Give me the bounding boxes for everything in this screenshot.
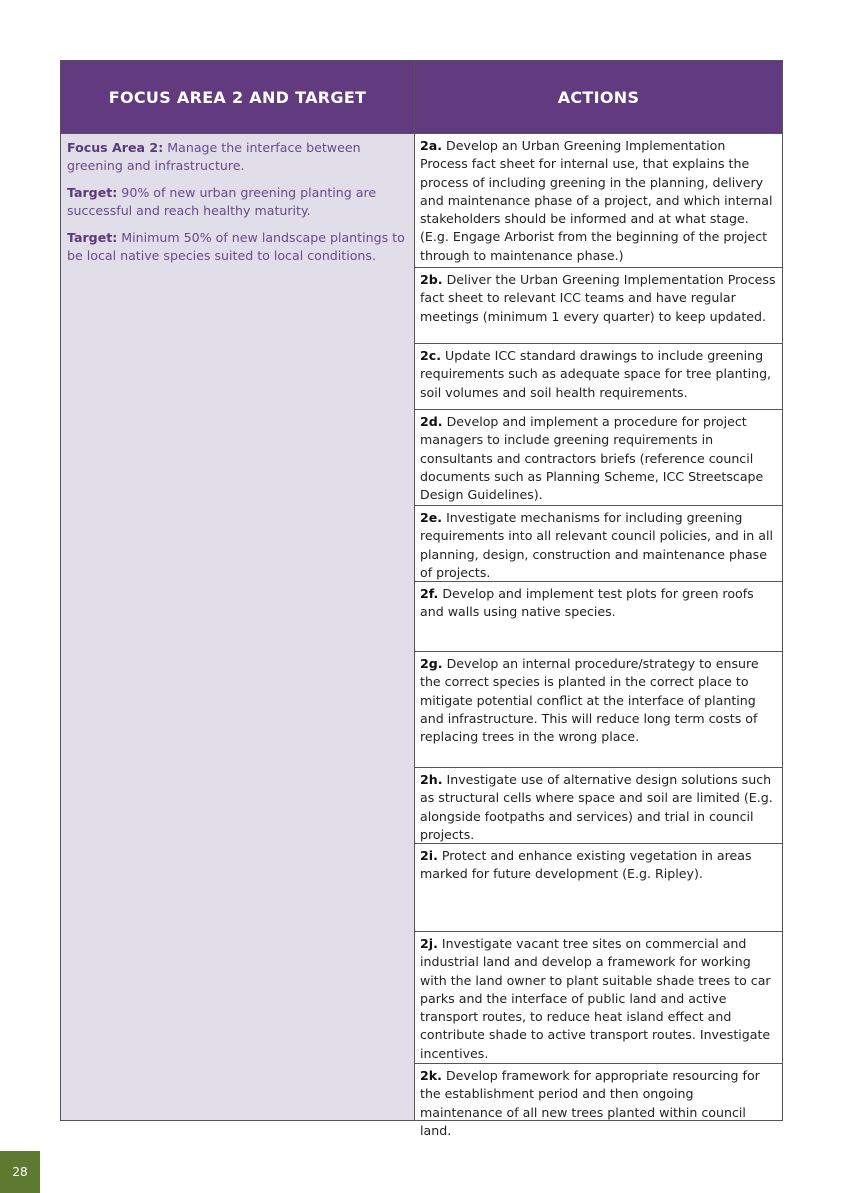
focus-area-statement: [67, 139, 408, 175]
action-2i: [415, 844, 782, 932]
target-label: Target:: [67, 230, 118, 245]
action-2b: [415, 268, 782, 344]
focus-area-label: Focus Area 2:: [67, 140, 164, 155]
action-text: Deliver the Urban Greening Implementation Process fact sheet to relevant ICC teams and have regular meetings (minimum 1 every quarter) to keep updated.: [420, 272, 776, 324]
actions-column: [415, 134, 782, 1138]
target-label: Target:: [67, 185, 118, 200]
action-2c: [415, 344, 782, 410]
action-text: Investigate vacant tree sites on commercial and industrial land and develop a framework for working with the land owner to plant suitable shade trees to car parks and the interface of public land and active transport routes, to reduce heat island effect and contribute shade to active transport routes. Investigate incentives.: [420, 936, 771, 1061]
action-2f: [415, 582, 782, 652]
action-code: 2b.: [420, 272, 443, 287]
target-text: Minimum 50% of new landscape plantings to be local native species suited to local conditions.: [67, 230, 405, 263]
action-code: 2i.: [420, 848, 438, 863]
action-code: 2k.: [420, 1068, 442, 1083]
action-2d: [415, 410, 782, 506]
table-header-row: [61, 61, 782, 134]
action-text: Develop an internal procedure/strategy to ensure the correct species is planted in the correct place to mitigate potential conflict at the interface of planting and infrastructure. This will reduce long term costs of replacing trees in the wrong place.: [420, 656, 759, 745]
action-2g: [415, 652, 782, 768]
focus-column-header: FOCUS AREA 2 AND TARGET: [61, 61, 415, 133]
page-number-badge: 28: [0, 1151, 40, 1193]
actions-column-header: ACTIONS: [557, 87, 640, 107]
target-statement: [67, 184, 408, 220]
action-text: Protect and enhance existing vegetation in areas marked for future development (E.g. Ripley).: [420, 848, 752, 882]
action-text: Develop framework for appropriate resourcing for the establishment period and then ongoing maintenance of all new trees planted within council land.: [420, 1068, 760, 1138]
target-text: 90% of new urban greening planting are successful and reach healthy maturity.: [67, 185, 377, 218]
action-code: 2d.: [420, 414, 443, 429]
action-text: Investigate mechanisms for including greening requirements into all relevant council policies, and in all planning, design, construction and maintenance phase of projects.: [420, 510, 773, 580]
action-2a: [415, 134, 782, 268]
target-statement: [67, 229, 408, 265]
action-text: Develop an Urban Greening Implementation Process fact sheet for internal use, that explains the process of including greening in the planning, delivery and maintenance phase of a project, and which internal stakeholders should be informed and at what stage. (E.g. Engage Arborist from the beginning of the project through to maintenance phase.): [420, 138, 773, 263]
action-code: 2f.: [420, 586, 439, 601]
action-text: Develop and implement a procedure for project managers to include greening requirements in consultants and contractors briefs (reference council documents such as Planning Scheme, ICC Streetscape Design Guidelines).: [420, 414, 764, 503]
focus-area-table: [60, 60, 783, 1138]
action-2k: [415, 1064, 782, 1138]
action-code: 2j.: [420, 936, 438, 951]
action-code: 2a.: [420, 138, 443, 153]
action-code: 2c.: [420, 348, 442, 363]
action-text: Update ICC standard drawings to include greening requirements such as adequate space for tree planting, soil volumes and soil health requirements.: [420, 348, 772, 400]
action-2h: [415, 768, 782, 844]
action-text: Develop and implement test plots for green roofs and walls using native species.: [420, 586, 754, 620]
action-text: Investigate use of alternative design solutions such as structural cells where space and soil are limited (E.g. alongside footpaths and services) and trial in council projects.: [420, 772, 773, 842]
focus-area-text: Manage the interface between greening and infrastructure.: [67, 140, 361, 173]
action-code: 2e.: [420, 510, 443, 525]
action-2j: [415, 932, 782, 1064]
action-code: 2h.: [420, 772, 443, 787]
action-2e: [415, 506, 782, 582]
action-code: 2g.: [420, 656, 443, 671]
focus-area-cell: [61, 134, 415, 1120]
